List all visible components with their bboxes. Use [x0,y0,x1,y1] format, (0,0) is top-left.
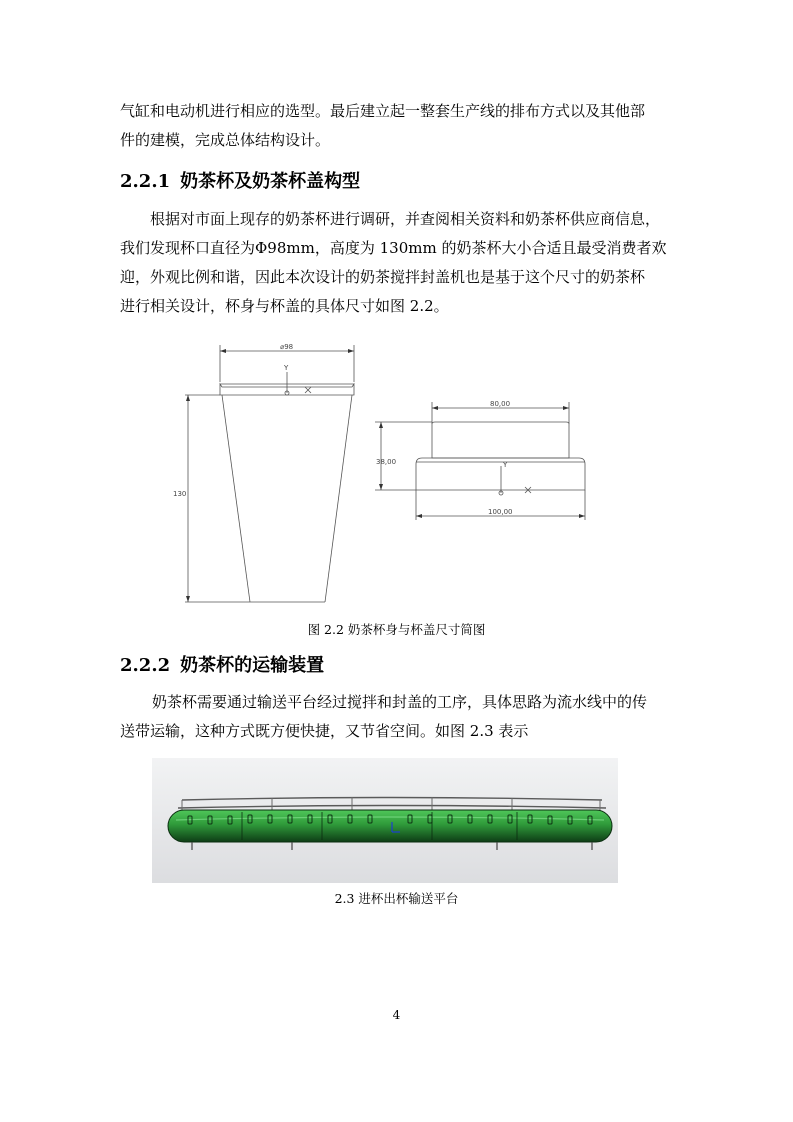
lid-top-arrow-left [432,406,438,410]
section1-line-2: 我们发现杯口直径为Φ98mm，高度为 130mm 的奶茶杯大小合适且最受消费者欢 [120,239,667,257]
lid-height-label: 38,00 [376,458,397,466]
section2-paragraph-cont [120,717,676,746]
intro-line-2: 件的建模，完成总体结构设计。 [120,131,331,149]
cup-height-arrow-bottom [186,596,190,602]
figure-conveyor-platform [152,758,618,883]
cup-body-left [222,395,250,602]
intro-line-1: 气缸和电动机进行相应的选型。最后建立起一整套生产线的排布方式以及其他部 [120,102,646,120]
section-title: 奶茶杯及奶茶杯盖构型 [180,171,361,192]
lid-top-arrow-right [563,406,569,410]
intro-paragraph [120,97,676,155]
section2-line-1: 奶茶杯需要通过输送平台经过搅拌和封盖的工序，具体思路为流水线中的传 [152,693,648,711]
section2-line-2: 送带运输，这种方式既方便快捷，又节省空间。如图 2.3 表示 [120,722,529,740]
section1-line-4: 进行相关设计，杯身与杯盖的具体尺寸如图 2.2。 [120,297,449,315]
section1-paragraph [120,205,676,234]
cup-diameter-label: ⌀98 [280,343,294,351]
figure-cup-lid-drawing [170,340,610,610]
page-number: 4 [392,1008,401,1022]
cup-axis-y-label: Y [284,364,289,372]
figure-2-3-caption: 2.3 进杯出杯输送平台 [334,891,459,906]
figure-2-2-caption: 图 2.2 奶茶杯身与杯盖尺寸简图 [307,622,486,637]
section2-paragraph [120,688,676,717]
section-number: 2.2.1 [120,171,171,192]
lid-height-arrow-bottom [379,484,383,490]
cup-height-label: 130 [173,490,187,498]
cup-body-right [325,395,352,602]
section-heading-2-2-2 [120,654,324,678]
lid-bottom-section [416,458,585,490]
conveyor-belt [168,810,612,842]
lid-axis-y-label: Y [503,461,508,469]
lid-height-arrow-top [379,422,383,428]
section-title: 奶茶杯的运输装置 [180,655,325,676]
lid-bottom-width-label: 100,00 [488,508,513,516]
cup-width-arrow-left [220,349,226,353]
section-number: 2.2.2 [120,655,171,676]
section1-paragraph-cont [120,234,676,321]
section1-line-3: 迎，外观比例和谐，因此本次设计的奶茶搅拌封盖机也是基于这个尺寸的奶茶杯 [120,268,646,286]
cup-height-arrow-top [186,395,190,401]
lid-top-section [432,422,569,458]
cup-width-arrow-right [348,349,354,353]
section1-line-1: 根据对市面上现存的奶茶杯进行调研，并查阅相关资料和奶茶杯供应商信息， [150,210,661,228]
lid-top-width-label: 80,00 [490,400,511,408]
section-heading-2-2-1 [120,170,360,194]
lid-bottom-arrow-right [579,514,585,518]
lid-bottom-arrow-left [416,514,422,518]
